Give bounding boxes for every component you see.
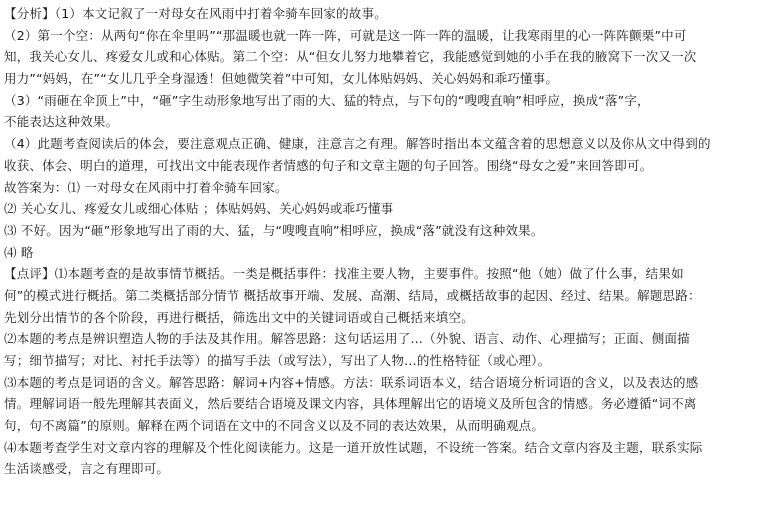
answer-line-4: ⑷ 略 — [4, 244, 34, 260]
answer-line-2: ⑵ 关心女儿、疼爱女儿或细心体贴 ；体贴妈妈、关心妈妈或乖巧懂事 — [4, 201, 394, 217]
comment-part3-line2: 情。理解词语一般先理解其表面义，然后要结合语境及课文内容，具体理解出它的语境义及所包含的情感。务必遵循“词不离 — [4, 396, 697, 412]
comment-part2-line2: 写；细节描写；对比、衬托手法等）的描写手法（或写法），写出了人物…的性格特征（或心理）。 — [4, 353, 551, 368]
analysis-part3-line2: 不能表达这种效果。 — [4, 114, 119, 130]
analysis-part4-line1: （4）此题考查阅读后的体会，要注意观点正确、健康，注意言之有理。解答时指出本文蕴含着的思想意义以及你从文中得到的 — [4, 136, 711, 152]
analysis-part3-line1: （3）“雨砸在伞顶上”中，“砸”字生动形象地写出了雨的大、猛的特点，与下句的“嗖嗖直响”相呼应，换成“落”字， — [4, 92, 650, 108]
analysis-part2-line2: 知，我关心女儿、疼爱女儿或和心体贴。第二个空：从“但女儿努力地攀着它，我能感觉到她的小手在我的腋窝下一次又一次 — [4, 49, 697, 65]
comment-part2-line1: ⑵本题的考点是辨识塑造人物的手法及其作用。解答思路：这句话运用了…（外貌、语言、动作、心理描写；正面、侧面描 — [4, 331, 690, 347]
analysis-part2-line1: （2）第一个空：从两句“你在伞里吗”“那温暖也就一阵一阵，可就是这一阵一阵的温暖，让我寒雨里的心一阵阵颤栗”中可 — [4, 27, 687, 43]
comment-part3-line1: ⑶本题的考点是词语的含义。解答思路：解词+内容+情感。方法：联系词语本义，结合语境分析词语的含义，以及表达的感 — [4, 374, 699, 390]
answer-line-3: ⑶ 不好。因为“砸”形象地写出了雨的大、猛，与“嗖嗖直响”相呼应，换成“落”就没有这种效果。 — [4, 222, 544, 238]
analysis-part2-line3: 用力”“妈妈，在”“女儿几乎全身湿透！但她微笑着”中可知，女儿体贴妈妈、关心妈妈和乖巧懂事。 — [4, 71, 559, 87]
comment-part4-line1: ⑷本题考查学生对文章内容的理解及个性化阅读能力。这是一道开放性试题，不设统一答案。结合文章内容及主题，联系实际 — [4, 439, 703, 455]
comment-part4-line2: 生活谈感受，言之有理即可。 — [4, 461, 170, 477]
comment-part1-line3: 先划分出情节的各个阶段，再进行概括，筛选出文中的关键词语或自己概括来填空。 — [4, 309, 474, 325]
comment-part1-line2: 何”的模式进行概括。第二类概括部分情节 概括故事开端、发展、高潮、结局，或概括故事的起因、经过、结果。解题思路： — [4, 287, 701, 303]
comment-part1-line1: 【点评】⑴本题考查的是故事情节概括。一类是概括事件：找准主要人物，主要事件。按照“他（她）做了什么事，结果如 — [4, 266, 684, 282]
analysis-part4-line2: 收获、体会、明白的道理，可找出文中能表现作者情感的句子和文章主题的句子回答。围绕“母女之爱”来回答即可。 — [4, 157, 653, 173]
analysis-heading-line: 【分析】（1）本文记叙了一对母女在风雨中打着伞骑车回家的故事。 — [4, 6, 387, 21]
comment-part3-line3: 句，句不离篇”的原则。解释在两个词语在文中的不同含义以及不同的表达效果，从而明确观点。 — [4, 418, 545, 434]
answer-line-1: 故答案为：⑴ 一对母女在风雨中打着伞骑车回家。 — [4, 179, 288, 195]
